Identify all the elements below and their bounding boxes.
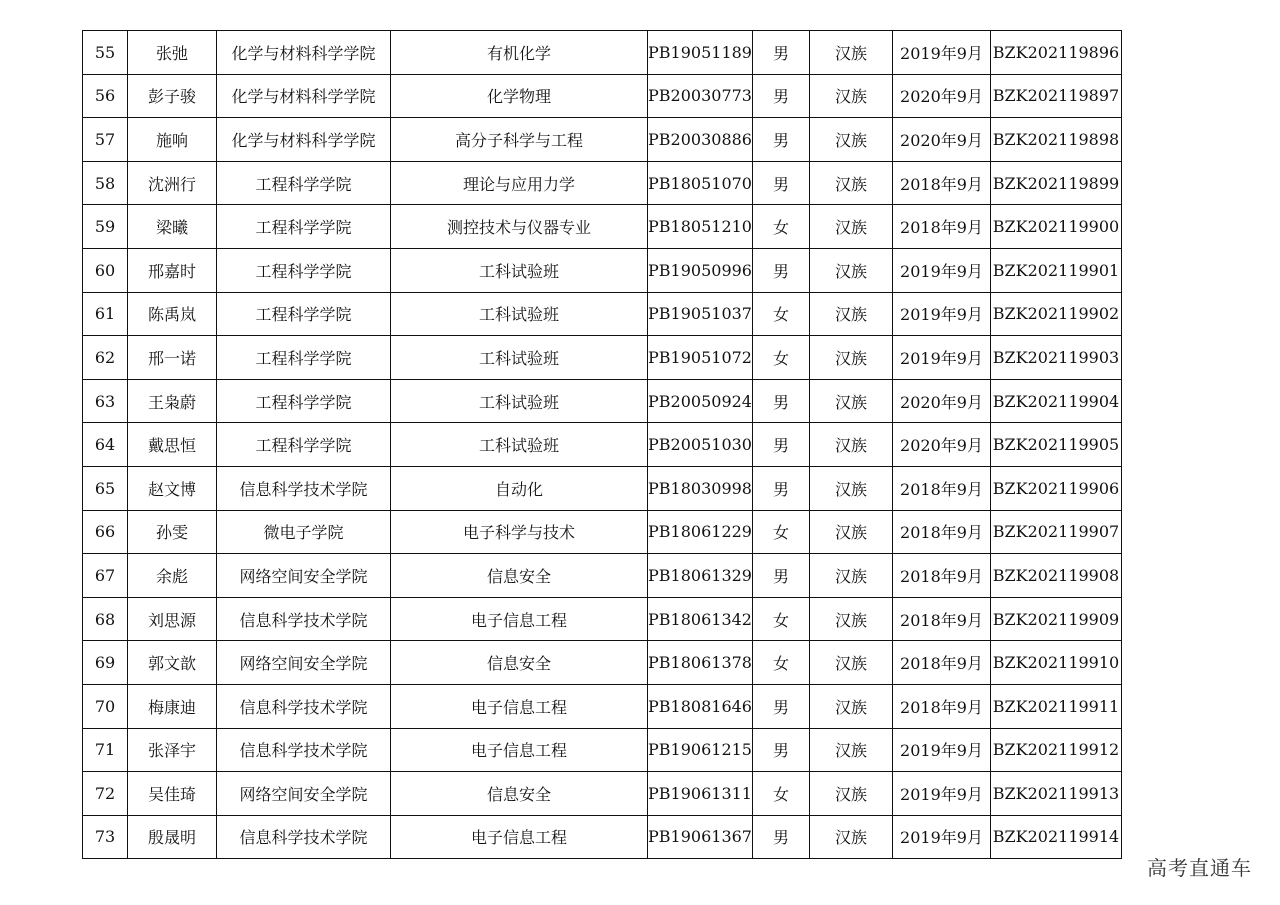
student-id-cell: PB19061311 bbox=[648, 772, 753, 816]
certificate-number-cell: BZK202119902 bbox=[991, 292, 1122, 336]
gender-cell: 男 bbox=[753, 31, 810, 75]
major-cell: 工科试验班 bbox=[391, 292, 648, 336]
student-name-cell: 吴佳琦 bbox=[128, 772, 217, 816]
gender-cell: 男 bbox=[753, 554, 810, 598]
enrollment-date-cell: 2019年9月 bbox=[893, 336, 991, 380]
student-name-cell: 沈洲行 bbox=[128, 161, 217, 205]
student-id-cell: PB19051072 bbox=[648, 336, 753, 380]
roster-body bbox=[83, 31, 1122, 859]
watermark-text: 高考直通车 bbox=[1147, 856, 1252, 880]
table-row bbox=[83, 205, 1122, 249]
student-name-cell: 郭文歆 bbox=[128, 641, 217, 685]
table-row bbox=[83, 74, 1122, 118]
table-row bbox=[83, 423, 1122, 467]
gender-cell: 女 bbox=[753, 641, 810, 685]
student-id-cell: PB20051030 bbox=[648, 423, 753, 467]
gender-cell: 女 bbox=[753, 336, 810, 380]
ethnicity-cell: 汉族 bbox=[810, 31, 893, 75]
student-id-cell: PB20030886 bbox=[648, 118, 753, 162]
enrollment-date-cell: 2018年9月 bbox=[893, 205, 991, 249]
certificate-number-cell: BZK202119913 bbox=[991, 772, 1122, 816]
student-name-cell: 余彪 bbox=[128, 554, 217, 598]
enrollment-date-cell: 2019年9月 bbox=[893, 772, 991, 816]
student-name-cell: 殷晟明 bbox=[128, 815, 217, 859]
row-number-cell: 64 bbox=[83, 423, 128, 467]
gender-cell: 女 bbox=[753, 292, 810, 336]
school-cell: 信息科学技术学院 bbox=[217, 466, 391, 510]
student-name-cell: 彭子骏 bbox=[128, 74, 217, 118]
ethnicity-cell: 汉族 bbox=[810, 815, 893, 859]
ethnicity-cell: 汉族 bbox=[810, 248, 893, 292]
gender-cell: 男 bbox=[753, 161, 810, 205]
certificate-number-cell: BZK202119903 bbox=[991, 336, 1122, 380]
table-row bbox=[83, 772, 1122, 816]
student-id-cell: PB18061329 bbox=[648, 554, 753, 598]
row-number-cell: 65 bbox=[83, 466, 128, 510]
school-cell: 网络空间安全学院 bbox=[217, 772, 391, 816]
ethnicity-cell: 汉族 bbox=[810, 554, 893, 598]
enrollment-date-cell: 2020年9月 bbox=[893, 74, 991, 118]
student-name-cell: 赵文博 bbox=[128, 466, 217, 510]
ethnicity-cell: 汉族 bbox=[810, 379, 893, 423]
major-cell: 电子信息工程 bbox=[391, 728, 648, 772]
major-cell: 自动化 bbox=[391, 466, 648, 510]
certificate-number-cell: BZK202119912 bbox=[991, 728, 1122, 772]
major-cell: 信息安全 bbox=[391, 772, 648, 816]
school-cell: 工程科学学院 bbox=[217, 379, 391, 423]
gender-cell: 男 bbox=[753, 118, 810, 162]
certificate-number-cell: BZK202119900 bbox=[991, 205, 1122, 249]
student-id-cell: PB18061378 bbox=[648, 641, 753, 685]
student-name-cell: 刘思源 bbox=[128, 597, 217, 641]
gender-cell: 男 bbox=[753, 684, 810, 728]
gender-cell: 男 bbox=[753, 248, 810, 292]
gender-cell: 男 bbox=[753, 728, 810, 772]
student-id-cell: PB19051037 bbox=[648, 292, 753, 336]
row-number-cell: 70 bbox=[83, 684, 128, 728]
ethnicity-cell: 汉族 bbox=[810, 118, 893, 162]
row-number-cell: 60 bbox=[83, 248, 128, 292]
table-row bbox=[83, 510, 1122, 554]
table-row bbox=[83, 641, 1122, 685]
table-row bbox=[83, 336, 1122, 380]
major-cell: 理论与应用力学 bbox=[391, 161, 648, 205]
ethnicity-cell: 汉族 bbox=[810, 641, 893, 685]
gender-cell: 男 bbox=[753, 74, 810, 118]
table-row bbox=[83, 31, 1122, 75]
row-number-cell: 68 bbox=[83, 597, 128, 641]
certificate-number-cell: BZK202119907 bbox=[991, 510, 1122, 554]
table-row bbox=[83, 248, 1122, 292]
row-number-cell: 59 bbox=[83, 205, 128, 249]
school-cell: 信息科学技术学院 bbox=[217, 597, 391, 641]
row-number-cell: 56 bbox=[83, 74, 128, 118]
student-id-cell: PB19051189 bbox=[648, 31, 753, 75]
certificate-number-cell: BZK202119911 bbox=[991, 684, 1122, 728]
enrollment-date-cell: 2019年9月 bbox=[893, 292, 991, 336]
gender-cell: 女 bbox=[753, 772, 810, 816]
gender-cell: 男 bbox=[753, 379, 810, 423]
gender-cell: 女 bbox=[753, 205, 810, 249]
student-name-cell: 邢一诺 bbox=[128, 336, 217, 380]
school-cell: 工程科学学院 bbox=[217, 248, 391, 292]
student-id-cell: PB18030998 bbox=[648, 466, 753, 510]
major-cell: 高分子科学与工程 bbox=[391, 118, 648, 162]
gender-cell: 女 bbox=[753, 510, 810, 554]
student-id-cell: PB19061367 bbox=[648, 815, 753, 859]
enrollment-date-cell: 2019年9月 bbox=[893, 815, 991, 859]
student-id-cell: PB18061229 bbox=[648, 510, 753, 554]
table-row bbox=[83, 554, 1122, 598]
row-number-cell: 58 bbox=[83, 161, 128, 205]
ethnicity-cell: 汉族 bbox=[810, 205, 893, 249]
ethnicity-cell: 汉族 bbox=[810, 292, 893, 336]
enrollment-date-cell: 2019年9月 bbox=[893, 31, 991, 75]
student-name-cell: 梁曦 bbox=[128, 205, 217, 249]
table-row bbox=[83, 815, 1122, 859]
enrollment-date-cell: 2018年9月 bbox=[893, 161, 991, 205]
certificate-number-cell: BZK202119905 bbox=[991, 423, 1122, 467]
major-cell: 信息安全 bbox=[391, 554, 648, 598]
student-id-cell: PB19050996 bbox=[648, 248, 753, 292]
student-roster-table bbox=[82, 30, 1122, 859]
student-id-cell: PB18051210 bbox=[648, 205, 753, 249]
major-cell: 测控技术与仪器专业 bbox=[391, 205, 648, 249]
major-cell: 信息安全 bbox=[391, 641, 648, 685]
school-cell: 信息科学技术学院 bbox=[217, 684, 391, 728]
student-id-cell: PB18081646 bbox=[648, 684, 753, 728]
certificate-number-cell: BZK202119906 bbox=[991, 466, 1122, 510]
student-name-cell: 张泽宇 bbox=[128, 728, 217, 772]
major-cell: 电子信息工程 bbox=[391, 597, 648, 641]
school-cell: 工程科学学院 bbox=[217, 161, 391, 205]
school-cell: 网络空间安全学院 bbox=[217, 554, 391, 598]
major-cell: 电子信息工程 bbox=[391, 815, 648, 859]
row-number-cell: 63 bbox=[83, 379, 128, 423]
student-name-cell: 王枭蔚 bbox=[128, 379, 217, 423]
gender-cell: 男 bbox=[753, 466, 810, 510]
certificate-number-cell: BZK202119909 bbox=[991, 597, 1122, 641]
certificate-number-cell: BZK202119910 bbox=[991, 641, 1122, 685]
school-cell: 工程科学学院 bbox=[217, 205, 391, 249]
certificate-number-cell: BZK202119897 bbox=[991, 74, 1122, 118]
row-number-cell: 55 bbox=[83, 31, 128, 75]
student-name-cell: 邢嘉时 bbox=[128, 248, 217, 292]
major-cell: 工科试验班 bbox=[391, 336, 648, 380]
row-number-cell: 66 bbox=[83, 510, 128, 554]
certificate-number-cell: BZK202119908 bbox=[991, 554, 1122, 598]
enrollment-date-cell: 2018年9月 bbox=[893, 510, 991, 554]
enrollment-date-cell: 2020年9月 bbox=[893, 118, 991, 162]
major-cell: 有机化学 bbox=[391, 31, 648, 75]
row-number-cell: 67 bbox=[83, 554, 128, 598]
ethnicity-cell: 汉族 bbox=[810, 772, 893, 816]
school-cell: 微电子学院 bbox=[217, 510, 391, 554]
enrollment-date-cell: 2020年9月 bbox=[893, 423, 991, 467]
school-cell: 信息科学技术学院 bbox=[217, 815, 391, 859]
major-cell: 化学物理 bbox=[391, 74, 648, 118]
enrollment-date-cell: 2018年9月 bbox=[893, 554, 991, 598]
school-cell: 信息科学技术学院 bbox=[217, 728, 391, 772]
major-cell: 工科试验班 bbox=[391, 423, 648, 467]
table-row bbox=[83, 161, 1122, 205]
gender-cell: 女 bbox=[753, 597, 810, 641]
row-number-cell: 71 bbox=[83, 728, 128, 772]
table-row bbox=[83, 118, 1122, 162]
student-id-cell: PB20030773 bbox=[648, 74, 753, 118]
table-row bbox=[83, 466, 1122, 510]
certificate-number-cell: BZK202119901 bbox=[991, 248, 1122, 292]
enrollment-date-cell: 2018年9月 bbox=[893, 466, 991, 510]
major-cell: 工科试验班 bbox=[391, 248, 648, 292]
school-cell: 化学与材料科学学院 bbox=[217, 118, 391, 162]
ethnicity-cell: 汉族 bbox=[810, 74, 893, 118]
row-number-cell: 72 bbox=[83, 772, 128, 816]
enrollment-date-cell: 2020年9月 bbox=[893, 379, 991, 423]
ethnicity-cell: 汉族 bbox=[810, 684, 893, 728]
row-number-cell: 61 bbox=[83, 292, 128, 336]
school-cell: 化学与材料科学学院 bbox=[217, 74, 391, 118]
student-name-cell: 陈禹岚 bbox=[128, 292, 217, 336]
ethnicity-cell: 汉族 bbox=[810, 597, 893, 641]
row-number-cell: 62 bbox=[83, 336, 128, 380]
major-cell: 电子信息工程 bbox=[391, 684, 648, 728]
enrollment-date-cell: 2019年9月 bbox=[893, 728, 991, 772]
certificate-number-cell: BZK202119904 bbox=[991, 379, 1122, 423]
student-id-cell: PB18061342 bbox=[648, 597, 753, 641]
enrollment-date-cell: 2018年9月 bbox=[893, 641, 991, 685]
student-name-cell: 施响 bbox=[128, 118, 217, 162]
school-cell: 化学与材料科学学院 bbox=[217, 31, 391, 75]
enrollment-date-cell: 2018年9月 bbox=[893, 684, 991, 728]
major-cell: 电子科学与技术 bbox=[391, 510, 648, 554]
ethnicity-cell: 汉族 bbox=[810, 466, 893, 510]
table-row bbox=[83, 597, 1122, 641]
gender-cell: 男 bbox=[753, 423, 810, 467]
ethnicity-cell: 汉族 bbox=[810, 510, 893, 554]
student-name-cell: 孙雯 bbox=[128, 510, 217, 554]
student-name-cell: 梅康迪 bbox=[128, 684, 217, 728]
ethnicity-cell: 汉族 bbox=[810, 161, 893, 205]
ethnicity-cell: 汉族 bbox=[810, 728, 893, 772]
school-cell: 工程科学学院 bbox=[217, 423, 391, 467]
major-cell: 工科试验班 bbox=[391, 379, 648, 423]
student-id-cell: PB20050924 bbox=[648, 379, 753, 423]
certificate-number-cell: BZK202119914 bbox=[991, 815, 1122, 859]
row-number-cell: 57 bbox=[83, 118, 128, 162]
school-cell: 工程科学学院 bbox=[217, 292, 391, 336]
student-name-cell: 戴思恒 bbox=[128, 423, 217, 467]
table-row bbox=[83, 292, 1122, 336]
ethnicity-cell: 汉族 bbox=[810, 336, 893, 380]
school-cell: 工程科学学院 bbox=[217, 336, 391, 380]
gender-cell: 男 bbox=[753, 815, 810, 859]
ethnicity-cell: 汉族 bbox=[810, 423, 893, 467]
table-row bbox=[83, 684, 1122, 728]
table-row bbox=[83, 379, 1122, 423]
school-cell: 网络空间安全学院 bbox=[217, 641, 391, 685]
certificate-number-cell: BZK202119896 bbox=[991, 31, 1122, 75]
enrollment-date-cell: 2019年9月 bbox=[893, 248, 991, 292]
row-number-cell: 69 bbox=[83, 641, 128, 685]
row-number-cell: 73 bbox=[83, 815, 128, 859]
certificate-number-cell: BZK202119899 bbox=[991, 161, 1122, 205]
student-id-cell: PB18051070 bbox=[648, 161, 753, 205]
enrollment-date-cell: 2018年9月 bbox=[893, 597, 991, 641]
student-id-cell: PB19061215 bbox=[648, 728, 753, 772]
table-row bbox=[83, 728, 1122, 772]
certificate-number-cell: BZK202119898 bbox=[991, 118, 1122, 162]
student-name-cell: 张弛 bbox=[128, 31, 217, 75]
